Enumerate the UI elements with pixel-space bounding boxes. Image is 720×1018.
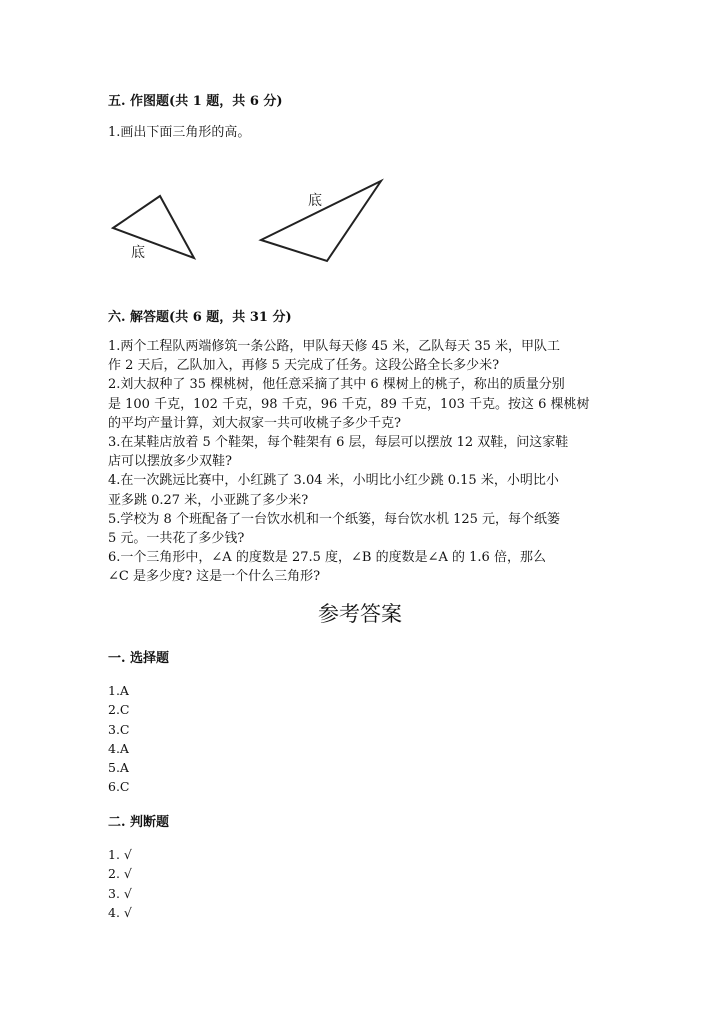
answer-item: 1.A — [108, 683, 129, 698]
answers-section1-list — [108, 681, 130, 797]
answer-item: 3.C — [108, 721, 130, 737]
answers-section1-heading: 一. 选择题 — [108, 651, 170, 666]
problem-line: 2.刘大叔种了 35 棵桃树，他任意采摘了其中 6 棵树上的桃子，称出的质量分别 — [108, 377, 565, 393]
problem-line: 1.两个工程队两端修筑一条公路，甲队每天修 45 米，乙队每天 35 米，甲队工 — [108, 339, 561, 354]
answer-item: 4.A — [108, 740, 129, 756]
problem-line: 5 元。一共花了多少钱? — [108, 531, 245, 547]
section5-heading: 五. 作图题(共 1 题，共 6 分) — [108, 94, 283, 109]
answer-item: 6.C — [108, 779, 130, 795]
problem-line: 的平均产量计算，刘大叔家一共可收桃子多少千克? — [108, 415, 401, 431]
problem-line: 作 2 天后，乙队加入，再修 5 天完成了任务。这段公路全长多少米? — [108, 358, 500, 374]
answers-section2-list — [108, 845, 132, 922]
section5-question: 1.画出下面三角形的高。 — [108, 125, 251, 140]
problem-line: 店可以摆放多少双鞋? — [108, 454, 232, 470]
answer-item: 2.C — [108, 702, 130, 718]
section6-heading: 六. 解答题(共 6 题，共 31 分) — [108, 310, 292, 325]
answer-item: 3. √ — [108, 885, 132, 901]
answers-section2-heading: 二. 判断题 — [108, 815, 170, 830]
answer-item: 1. √ — [108, 847, 132, 862]
problem-line: 是 100 千克，102 千克，98 千克，96 千克，89 千克，103 千克。按这 6 棵桃树 — [108, 396, 590, 412]
triangle-right-base-label: 底 — [308, 193, 322, 209]
triangle-left-base-label: 底 — [131, 245, 145, 261]
section6-problems — [108, 337, 628, 587]
problem-line: 亚多跳 0.27 米，小亚跳了多少米? — [108, 492, 309, 508]
triangle-left — [113, 196, 194, 258]
answer-item: 5.A — [108, 760, 129, 776]
answers-title: 参考答案 — [318, 602, 402, 626]
problem-line: 4.在一次跳远比赛中，小红跳了 3.04 米，小明比小红少跳 0.15 米，小明比小 — [108, 473, 559, 489]
problem-line: 3.在某鞋店放着 5 个鞋架，每个鞋架有 6 层，每层可以摆放 12 双鞋，问这家鞋 — [108, 435, 569, 451]
answer-item: 2. √ — [108, 866, 132, 882]
problem-line: ∠C 是多少度? 这是一个什么三角形? — [108, 569, 321, 585]
problem-line: 6.一个三角形中，∠A 的度数是 27.5 度，∠B 的度数是∠A 的 1.6 倍，那么 — [108, 550, 546, 566]
answer-item: 4. √ — [108, 904, 132, 920]
problem-line: 5.学校为 8 个班配备了一台饮水机和一个纸篓，每台饮水机 125 元，每个纸篓 — [108, 511, 561, 527]
